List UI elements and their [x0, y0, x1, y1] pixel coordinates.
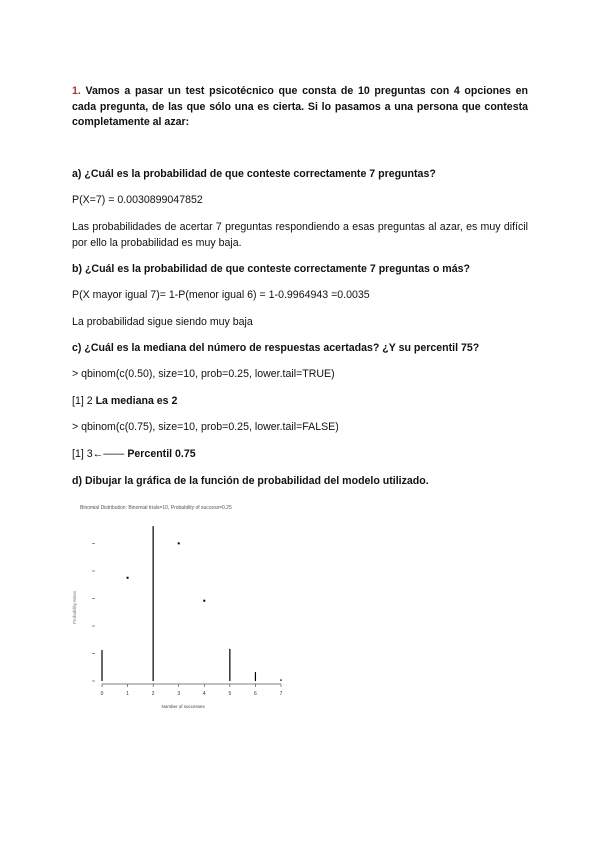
x-tick-label: 0: [100, 691, 104, 697]
x-tick-label: 2: [151, 691, 155, 697]
answer-b-result: P(X mayor igual 7)= 1-P(menor igual 6) = 1-0.9964943 =0.0035: [72, 289, 370, 301]
chart-canvas: [66, 505, 296, 720]
question-1-intro: [72, 84, 528, 131]
answer-a-result: P(X=7) = 0.0030899047852: [72, 194, 203, 206]
question-d: d) Dibujar la gráfica de la función de probabilidad del modelo utilizado.: [72, 475, 429, 487]
binomial-chart: [66, 505, 296, 720]
chart-title: Binomial Distribution: Binomial trials=10, Probability of success=0.25: [80, 505, 232, 511]
answer-c-output-1: [72, 394, 528, 410]
question-a: a) ¿Cuál es la probabilidad de que conteste correctamente 7 preguntas?: [72, 168, 436, 180]
point-4: [203, 600, 205, 602]
answer-c-output-2: [72, 447, 528, 463]
answer-b-explanation: La probabilidad sigue siendo muy baja: [72, 316, 253, 328]
median-note: La mediana es 2: [95, 395, 178, 407]
y-axis-label: Probability Mass: [72, 590, 77, 624]
x-tick-label: 1: [126, 691, 129, 697]
x-tick-label: 4: [202, 691, 206, 697]
x-tick-label: 6: [254, 691, 257, 697]
answer-a-explanation: Las probabilidades de acertar 7 preguntas respondiendo a esas preguntas al azar, es muy difícil por ello la probabilidad es muy baja.: [72, 221, 528, 249]
point-1: [127, 577, 129, 579]
percentile-note: Percentil 0.75: [127, 448, 196, 460]
x-tick-label: 7: [279, 691, 283, 697]
question-c: c) ¿Cuál es la mediana del número de respuestas acertadas? ¿Y su percentil 75?: [72, 342, 480, 354]
answer-c-command-1: > qbinom(c(0.50), size=10, prob=0.25, lower.tail=TRUE): [72, 368, 335, 380]
question-1-text: Vamos a pasar un test psicotécnico que consta de 10 preguntas con 4 opciones en cada pregunta, de las que sólo una es cierta. Si lo pasamos a una persona que contesta completamente al azar:: [72, 85, 528, 128]
x-axis-label: Number of successes: [161, 704, 205, 709]
question-number: 1.: [72, 85, 81, 97]
answer-c-command-2: > qbinom(c(0.75), size=10, prob=0.25, lower.tail=FALSE): [72, 421, 339, 433]
x-tick-label: 5: [228, 691, 232, 697]
question-b: b) ¿Cuál es la probabilidad de que conteste correctamente 7 preguntas o más?: [72, 263, 470, 275]
point-3: [178, 542, 180, 544]
output-2-prefix: [1] 3←——: [72, 448, 128, 460]
output-1-prefix: [1] 2: [72, 395, 96, 407]
x-tick-label: 3: [177, 691, 181, 697]
